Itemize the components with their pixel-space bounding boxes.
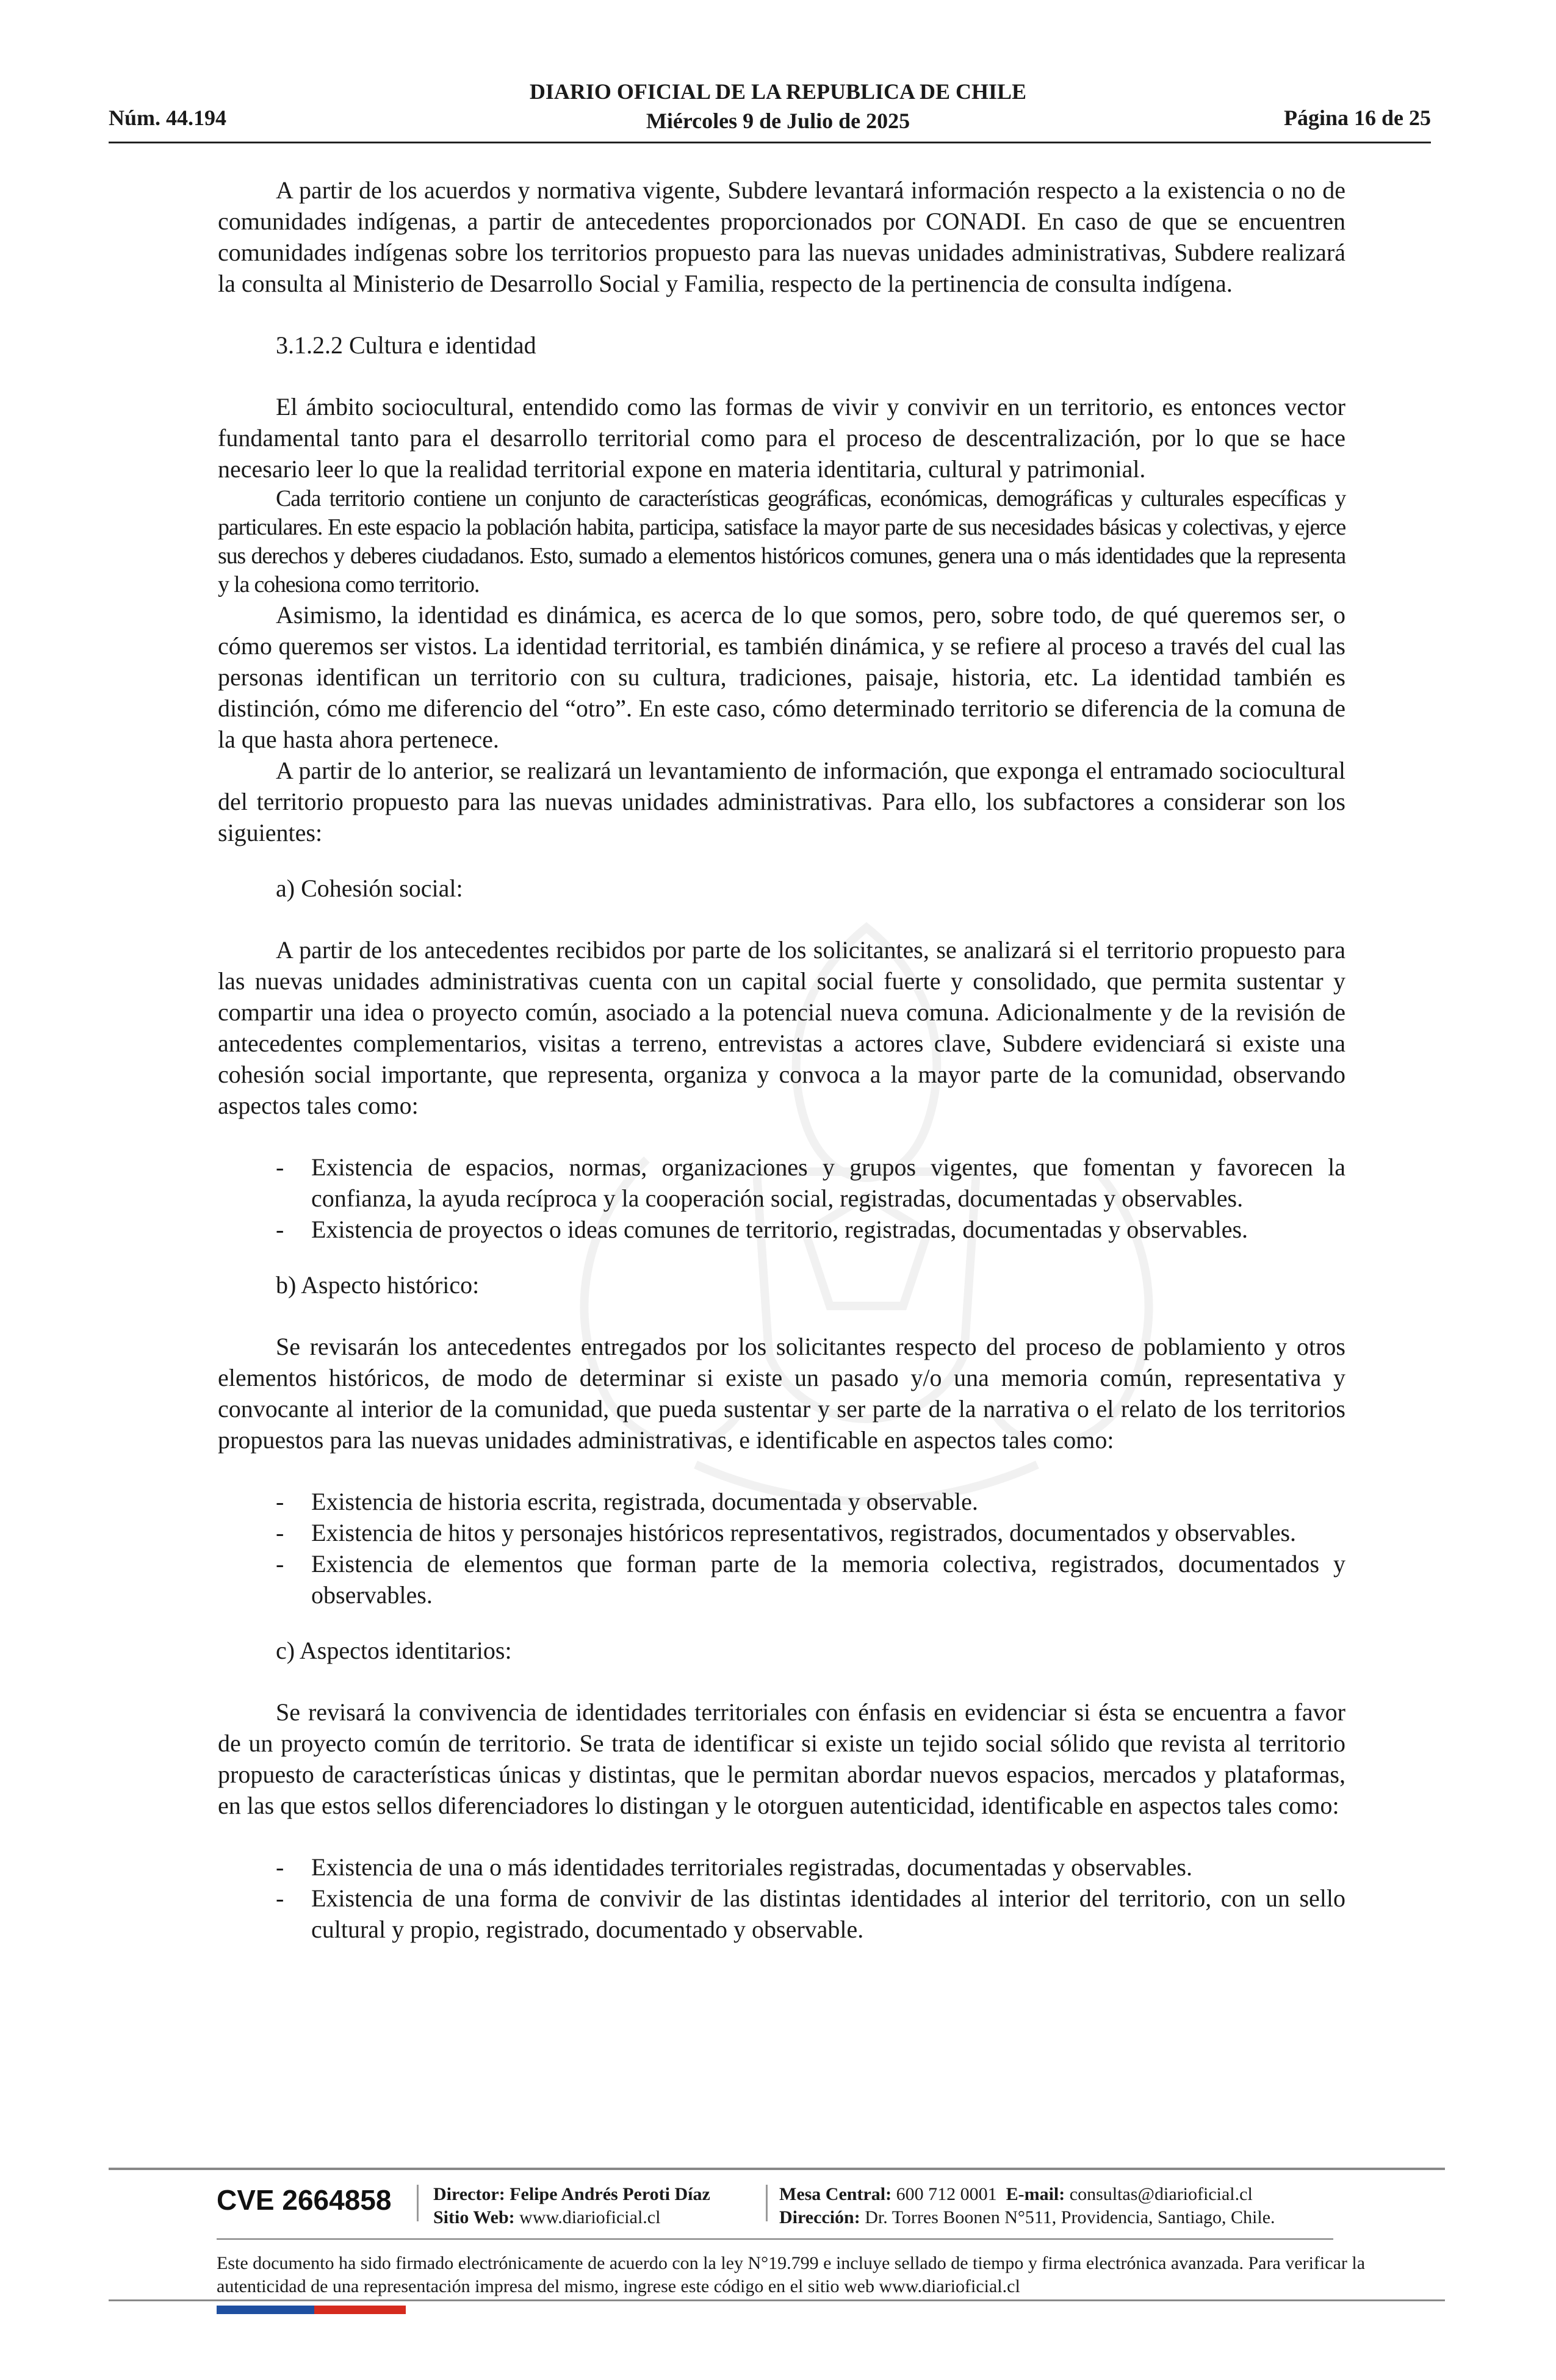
email-label: E-mail: — [1006, 2184, 1065, 2204]
cve-code: CVE 2664858 — [217, 2184, 392, 2216]
list-item: - Existencia de espacios, normas, organizaciones y grupos vigentes, que fomentan y favorecen la confianza, la ayuda recíproca y la cooperación social, registradas, documentadas y observables. — [218, 1152, 1345, 1214]
paragraph-historical: Se revisarán los antecedentes entregados por los solicitantes respecto del proceso de poblamiento y otros elementos históricos, de modo de determinar si existe un pasado y/o una memoria común, representativa y convocante al interior de la comunidad, que pueda sustentar y ser parte de la narrativa o el relato de los territorios propuestos para las nuevas unidades administrativas, e identificable en aspectos tales como: — [218, 1333, 1345, 1454]
publication-title: DIARIO OFICIAL DE LA REPUBLICA DE CHILE — [529, 79, 1027, 104]
heading-social-cohesion: a) Cohesión social: — [276, 874, 463, 902]
address-text: Dr. Torres Boonen N°511, Providencia, Santiago, Chile. — [865, 2207, 1275, 2227]
director-name: Felipe Andrés Peroti Díaz — [510, 2184, 710, 2204]
phone-label: Mesa Central: — [779, 2184, 892, 2204]
paragraph-survey: A partir de lo anterior, se realizará un levantamiento de información, que exponga el entramado sociocultural del territorio propuesto para las nuevas unidades administrativas. Para ello, los subfactores a considerar son los siguientes: — [218, 757, 1345, 846]
address-label: Dirección: — [779, 2207, 860, 2227]
website-line — [433, 2206, 710, 2229]
phone-number: 600 712 0001 — [896, 2184, 997, 2204]
address-line — [779, 2206, 1275, 2229]
director-label: Director: — [433, 2184, 505, 2204]
footer-director-block — [433, 2183, 710, 2229]
paragraph-sociocultural: El ámbito sociocultural, entendido como las formas de vivir y convivir en un territorio, es entonces vector fundamental tanto para el desarrollo territorial como para el proceso de descentralización, por lo que se hace necesario leer lo que la realidad territorial expone en materia identitaria, cultural y patrimonial. — [218, 393, 1345, 483]
footer-contact-block — [779, 2183, 1275, 2229]
footer-rule-top — [109, 2168, 1445, 2170]
contact-line — [779, 2183, 1275, 2206]
page-number: Página 16 de 25 — [1283, 106, 1431, 130]
legal-notice: Este documento ha sido firmado electrónicamente de acuerdo con la ley N°19.799 e incluye sellado de tiempo y firma electrónica avanzada. Para verificar la autenticidad de una representación impresa del mismo, ingrese este código en el sitio web www.diarioficial.cl — [217, 2253, 1366, 2296]
list-item: - Existencia de proyectos o ideas comunes de territorio, registradas, documentadas y observables. — [218, 1214, 1345, 1245]
heading-culture-identity: 3.1.2.2 Cultura e identidad — [276, 331, 536, 359]
heading-historical: b) Aspecto histórico: — [276, 1271, 480, 1299]
paragraph-identity: Asimismo, la identidad es dinámica, es acerca de lo que somos, pero, sobre todo, de qué queremos ser, o cómo queremos ser vistos. La identidad territorial, es también dinámica, y se refiere al proceso a través del cual las personas identifican un territorio con su cultura, tradiciones, paisaje, historia, etc. La identidad también es distinción, cómo me diferencio del “otro”. En este caso, cómo determinado territorio se diferencia de la comuna de la que hasta ahora pertenece. — [218, 601, 1345, 753]
list-item: - Existencia de elementos que forman parte de la memoria colectiva, registrados, documentados y observables. — [218, 1548, 1345, 1610]
list-item: - Existencia de una forma de convivir de las distintas identidades al interior del territorio, con un sello cultural y propio, registrado, documentado y observable. — [218, 1883, 1345, 1945]
list-historical — [218, 1486, 1345, 1610]
director-line — [433, 2183, 710, 2206]
publication-date: Miércoles 9 de Julio de 2025 — [646, 109, 910, 133]
flag-stripe-red — [314, 2306, 406, 2314]
list-item: - Existencia de hitos y personajes históricos representativos, registrados, documentados y observables. — [218, 1517, 1345, 1548]
footer-divider — [417, 2185, 419, 2221]
email-link[interactable]: consultas@diarioficial.cl — [1069, 2184, 1253, 2204]
list-cohesion — [218, 1152, 1345, 1245]
document-body — [218, 175, 1345, 1945]
footer-rule-bottom — [109, 2299, 1445, 2301]
website-label: Sitio Web: — [433, 2207, 515, 2227]
heading-identity-aspects: c) Aspectos identitarios: — [276, 1637, 512, 1664]
paragraph-identity-aspects: Se revisará la convivencia de identidades territoriales con énfasis en evidenciar si ésta se encuentra a favor de un proyecto común de territorio. Se trata de identificar si existe un tejido social sólido que revista al territorio propuesto de características únicas y distintas, que le permitan abordar nuevos espacios, mercados y plataformas, en las que estos sellos diferenciadores lo distingan y le otorguen autenticidad, identificable en aspectos tales como: — [218, 1698, 1345, 1819]
footer-rule-middle — [217, 2238, 1333, 2240]
paragraph-territory: Cada territorio contiene un conjunto de características geográficas, económicas, demográficas y culturales específicas y particulares. En este espacio la población habita, participa, satisface la mayor parte de sus necesidades básicas y colectivas, y ejerce sus derechos y deberes ciudadanos. Esto, sumado a elementos históricos comunes, genera una o más identidades que la representa y la cohesiona como territorio. — [218, 486, 1345, 597]
list-item: - Existencia de una o más identidades territoriales registradas, documentadas y observables. — [218, 1852, 1345, 1883]
header-rule — [109, 142, 1431, 143]
flag-stripe-blue — [217, 2306, 314, 2314]
website-link[interactable]: www.diarioficial.cl — [519, 2207, 661, 2227]
footer-divider — [766, 2185, 768, 2221]
issue-number: Núm. 44.194 — [109, 106, 227, 130]
paragraph-indigenous: A partir de los acuerdos y normativa vigente, Subdere levantará información respecto a la existencia o no de comunidades indígenas, a partir de antecedentes proporcionados por CONADI. En caso de que se encuentren comunidades indígenas sobre los territorios propuesto para las nuevas unidades administrativas, Subdere realizará la consulta al Ministerio de Desarrollo Social y Familia, respecto de la pertinencia de consulta indígena. — [218, 176, 1345, 297]
list-identity-aspects — [218, 1852, 1345, 1945]
list-item: - Existencia de historia escrita, registrada, documentada y observable. — [218, 1486, 1345, 1517]
paragraph-cohesion: A partir de los antecedentes recibidos por parte de los solicitantes, se analizará si el territorio propuesto para las nuevas unidades administrativas cuenta con un capital social fuerte y consolidado, que permita sustentar y compartir una idea o proyecto común, asociado a la potencial nueva comuna. Adicionalmente y de la revisión de antecedentes complementarios, visitas a terreno, entrevistas a actores clave, Subdere evidenciará si existe una cohesión social importante, que representa, organiza y convoca a la mayor parte de la comunidad, observando aspectos tales como: — [218, 936, 1345, 1119]
